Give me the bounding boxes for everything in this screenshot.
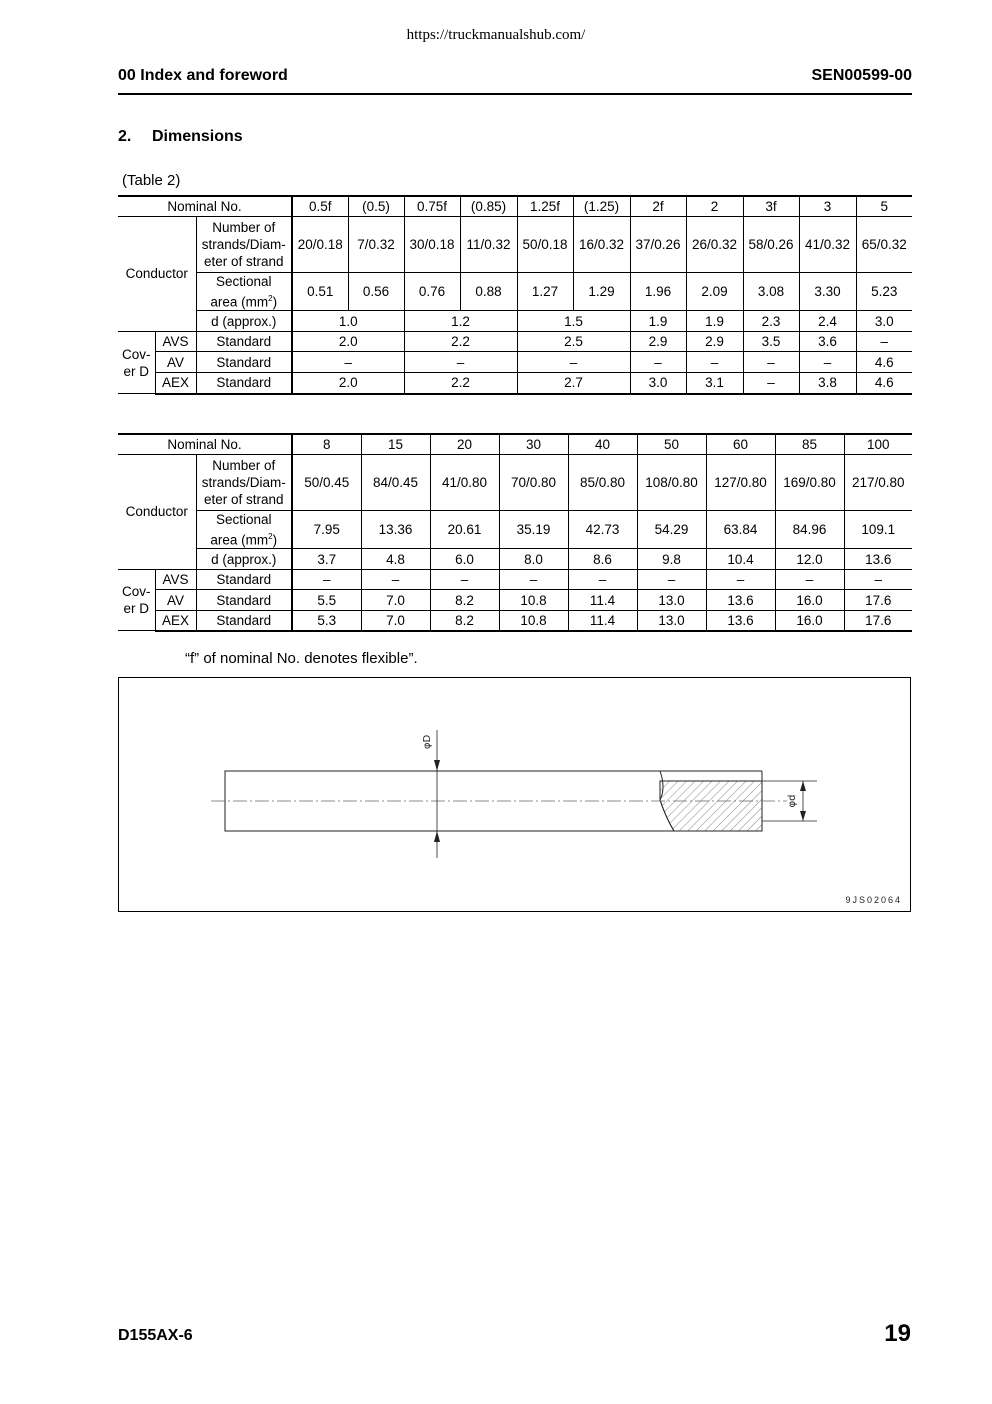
avs-cell: 3.5	[743, 332, 799, 352]
sectional-cell: 3.30	[799, 272, 856, 311]
avs-cell: –	[844, 570, 912, 590]
sectional-cell: 7.95	[292, 510, 361, 549]
sectional-label-close: )	[272, 294, 278, 309]
sectional-cell: 0.88	[460, 272, 517, 311]
d-approx-cell: 1.0	[292, 311, 404, 332]
strands-cell: 169/0.80	[775, 454, 844, 510]
strands-label	[196, 216, 292, 272]
aex-cell: 2.2	[404, 373, 517, 394]
strands-cell: 41/0.32	[799, 216, 856, 272]
nominal-row	[118, 196, 912, 216]
nominal-label: Nominal No.	[118, 434, 292, 454]
sectional-cell: 63.84	[706, 510, 775, 549]
strands-label-line1: Number of	[212, 219, 276, 235]
sectional-row	[118, 510, 912, 549]
strands-label-line1: Number of	[212, 457, 276, 473]
standard-label: Standard	[196, 611, 292, 631]
av-cell: –	[686, 352, 743, 373]
strands-cell: 16/0.32	[573, 216, 630, 272]
section-number: 2.	[118, 128, 132, 145]
strands-row	[118, 216, 912, 272]
aex-label: AEX	[155, 373, 196, 394]
av-cell: 13.0	[637, 590, 706, 611]
strands-cell: 41/0.80	[430, 454, 499, 510]
footer-model: D155AX-6	[118, 1327, 193, 1344]
av-label: AV	[155, 352, 196, 373]
standard-label: Standard	[196, 373, 292, 394]
cover-label-line2: er D	[123, 363, 149, 379]
d-approx-cell: 1.2	[404, 311, 517, 332]
av-row	[118, 352, 912, 373]
avs-cell: –	[361, 570, 430, 590]
nominal-cell: 15	[361, 434, 430, 454]
sectional-cell: 42.73	[568, 510, 637, 549]
sectional-label-line2: area (mm	[210, 532, 269, 547]
sectional-cell: 13.36	[361, 510, 430, 549]
sectional-cell: 35.19	[499, 510, 568, 549]
dimension-d-arrow-bottom	[800, 811, 806, 821]
d-approx-cell: 1.9	[630, 311, 686, 332]
header-document-code: SEN00599-00	[811, 67, 912, 84]
strands-cell: 30/0.18	[404, 216, 460, 272]
strands-cell: 37/0.26	[630, 216, 686, 272]
aex-cell: 2.7	[517, 373, 630, 394]
d-approx-row	[118, 549, 912, 570]
aex-cell: 3.0	[630, 373, 686, 394]
av-cell: –	[292, 352, 404, 373]
av-cell: 10.8	[499, 590, 568, 611]
avs-cell: –	[775, 570, 844, 590]
dimensions-table-2	[118, 433, 912, 632]
sectional-label-line1: Sectional	[215, 511, 272, 527]
section-title: Dimensions	[152, 128, 243, 145]
aex-cell: 3.8	[799, 373, 856, 394]
nominal-cell: 40	[568, 434, 637, 454]
nominal-cell: 100	[844, 434, 912, 454]
d-approx-cell: 1.9	[686, 311, 743, 332]
standard-label: Standard	[196, 332, 292, 352]
d-approx-cell: 2.4	[799, 311, 856, 332]
nominal-cell: 1.25f	[517, 196, 573, 216]
d-approx-cell: 9.8	[637, 549, 706, 570]
sectional-cell: 1.27	[517, 272, 573, 311]
strands-cell: 217/0.80	[844, 454, 912, 510]
sectional-cell: 54.29	[637, 510, 706, 549]
d-approx-cell: 3.0	[856, 311, 912, 332]
av-row	[118, 590, 912, 611]
avs-cell: –	[430, 570, 499, 590]
sectional-cell: 20.61	[430, 510, 499, 549]
cover-label	[118, 332, 155, 394]
avs-cell: 2.9	[686, 332, 743, 352]
av-cell: 5.5	[292, 590, 361, 611]
dimension-d-label: φd	[787, 794, 798, 808]
avs-cell: –	[706, 570, 775, 590]
sectional-cell: 0.51	[292, 272, 348, 311]
d-approx-cell: 12.0	[775, 549, 844, 570]
d-approx-row	[118, 311, 912, 332]
header-rule	[118, 93, 912, 95]
avs-cell: –	[568, 570, 637, 590]
aex-cell: 13.6	[706, 611, 775, 631]
d-approx-cell: 10.4	[706, 549, 775, 570]
avs-label: AVS	[155, 332, 196, 352]
standard-label: Standard	[196, 570, 292, 590]
avs-label: AVS	[155, 570, 196, 590]
dimension-D-arrow-top	[434, 760, 440, 771]
standard-label: Standard	[196, 590, 292, 611]
sectional-cell: 0.76	[404, 272, 460, 311]
page-number: 19	[884, 1320, 911, 1347]
av-label: AV	[155, 590, 196, 611]
av-cell: –	[404, 352, 517, 373]
strands-cell: 20/0.18	[292, 216, 348, 272]
flexible-note: “f” of nominal No. denotes flexible”.	[185, 650, 418, 667]
aex-cell: –	[743, 373, 799, 394]
strands-cell: 7/0.32	[348, 216, 404, 272]
aex-cell: 13.0	[637, 611, 706, 631]
d-approx-cell: 8.6	[568, 549, 637, 570]
nominal-cell: 0.5f	[292, 196, 348, 216]
nominal-cell: 50	[637, 434, 706, 454]
strands-label-line3: eter of strand	[203, 253, 284, 269]
aex-cell: 7.0	[361, 611, 430, 631]
nominal-label: Nominal No.	[118, 196, 292, 216]
av-cell: 11.4	[568, 590, 637, 611]
cover-label-line1: Cov-	[121, 584, 151, 599]
sectional-label-sup: 2	[268, 531, 273, 541]
nominal-cell: (0.5)	[348, 196, 404, 216]
avs-cell: –	[637, 570, 706, 590]
conductor-core	[660, 781, 762, 831]
sectional-label	[196, 510, 292, 549]
d-approx-cell: 8.0	[499, 549, 568, 570]
strands-label-line2: strands/Diam-	[201, 236, 286, 252]
nominal-cell: 20	[430, 434, 499, 454]
av-cell: –	[630, 352, 686, 373]
strands-cell: 50/0.18	[517, 216, 573, 272]
nominal-cell: 8	[292, 434, 361, 454]
av-cell: –	[517, 352, 630, 373]
nominal-cell: 0.75f	[404, 196, 460, 216]
dimensions-table-1	[118, 195, 912, 395]
strands-label-line2: strands/Diam-	[201, 474, 286, 490]
strands-cell: 127/0.80	[706, 454, 775, 510]
d-approx-cell: 2.3	[743, 311, 799, 332]
avs-cell: 2.0	[292, 332, 404, 352]
av-cell: 7.0	[361, 590, 430, 611]
nominal-cell: 3f	[743, 196, 799, 216]
strands-cell: 85/0.80	[568, 454, 637, 510]
conductor-label: Conductor	[118, 454, 196, 570]
source-url[interactable]: https://truckmanualshub.com/	[406, 27, 586, 43]
dimension-D-label: φD	[422, 734, 433, 750]
sectional-cell: 109.1	[844, 510, 912, 549]
strands-row	[118, 454, 912, 510]
nominal-cell: 2	[686, 196, 743, 216]
sectional-label-line2: area (mm	[210, 294, 269, 309]
avs-cell: –	[856, 332, 912, 352]
d-approx-cell: 1.5	[517, 311, 630, 332]
aex-cell: 5.3	[292, 611, 361, 631]
section-heading	[118, 128, 243, 146]
av-cell: 8.2	[430, 590, 499, 611]
avs-cell: 2.2	[404, 332, 517, 352]
nominal-cell: 5	[856, 196, 912, 216]
avs-row	[118, 332, 912, 352]
aex-label: AEX	[155, 611, 196, 631]
av-cell: 16.0	[775, 590, 844, 611]
d-approx-cell: 13.6	[844, 549, 912, 570]
dimension-D-arrow-bottom	[434, 831, 440, 842]
nominal-cell: (0.85)	[460, 196, 517, 216]
wire-diagram-svg	[119, 678, 912, 913]
sectional-row	[118, 272, 912, 311]
sectional-cell: 0.56	[348, 272, 404, 311]
dimension-d-arrow-top	[800, 781, 806, 791]
sectional-cell: 1.29	[573, 272, 630, 311]
aex-cell: 10.8	[499, 611, 568, 631]
strands-cell: 58/0.26	[743, 216, 799, 272]
aex-cell: 11.4	[568, 611, 637, 631]
aex-cell: 17.6	[844, 611, 912, 631]
sectional-cell: 5.23	[856, 272, 912, 311]
aex-row	[118, 611, 912, 631]
strands-cell: 11/0.32	[460, 216, 517, 272]
sectional-cell: 1.96	[630, 272, 686, 311]
strands-cell: 65/0.32	[856, 216, 912, 272]
av-cell: 4.6	[856, 352, 912, 373]
nominal-cell: 30	[499, 434, 568, 454]
nominal-cell: 85	[775, 434, 844, 454]
avs-cell: 2.5	[517, 332, 630, 352]
strands-cell: 70/0.80	[499, 454, 568, 510]
d-approx-cell: 6.0	[430, 549, 499, 570]
header-section-title: 00 Index and foreword	[118, 67, 288, 84]
d-approx-label: d (approx.)	[196, 311, 292, 332]
av-cell: 13.6	[706, 590, 775, 611]
avs-cell: 2.9	[630, 332, 686, 352]
avs-row	[118, 570, 912, 590]
cover-label	[118, 570, 155, 631]
avs-cell: –	[499, 570, 568, 590]
strands-cell: 108/0.80	[637, 454, 706, 510]
sectional-label	[196, 272, 292, 311]
av-cell: –	[799, 352, 856, 373]
sectional-cell: 3.08	[743, 272, 799, 311]
aex-cell: 4.6	[856, 373, 912, 394]
aex-cell: 3.1	[686, 373, 743, 394]
strands-cell: 84/0.45	[361, 454, 430, 510]
av-cell: 17.6	[844, 590, 912, 611]
aex-cell: 16.0	[775, 611, 844, 631]
d-approx-cell: 3.7	[292, 549, 361, 570]
sectional-label-sup: 2	[268, 293, 273, 303]
nominal-row	[118, 434, 912, 454]
standard-label: Standard	[196, 352, 292, 373]
sectional-cell: 2.09	[686, 272, 743, 311]
aex-row	[118, 373, 912, 394]
cover-label-line2: er D	[123, 601, 149, 616]
nominal-cell: 3	[799, 196, 856, 216]
nominal-cell: 2f	[630, 196, 686, 216]
cover-label-line1: Cov-	[121, 346, 151, 362]
table-caption: (Table 2)	[122, 172, 181, 189]
wire-diagram	[118, 677, 911, 912]
conductor-label: Conductor	[118, 216, 196, 332]
d-approx-label: d (approx.)	[196, 549, 292, 570]
strands-cell: 50/0.45	[292, 454, 361, 510]
figure-code: 9JS02064	[845, 895, 902, 905]
sectional-cell: 84.96	[775, 510, 844, 549]
avs-cell: 3.6	[799, 332, 856, 352]
strands-cell: 26/0.32	[686, 216, 743, 272]
nominal-cell: 60	[706, 434, 775, 454]
aex-cell: 2.0	[292, 373, 404, 394]
strands-label	[196, 454, 292, 510]
avs-cell: –	[292, 570, 361, 590]
av-cell: –	[743, 352, 799, 373]
nominal-cell: (1.25)	[573, 196, 630, 216]
sectional-label-line1: Sectional	[215, 273, 272, 289]
sectional-label-close: )	[272, 532, 278, 547]
aex-cell: 8.2	[430, 611, 499, 631]
strands-label-line3: eter of strand	[203, 491, 284, 507]
d-approx-cell: 4.8	[361, 549, 430, 570]
